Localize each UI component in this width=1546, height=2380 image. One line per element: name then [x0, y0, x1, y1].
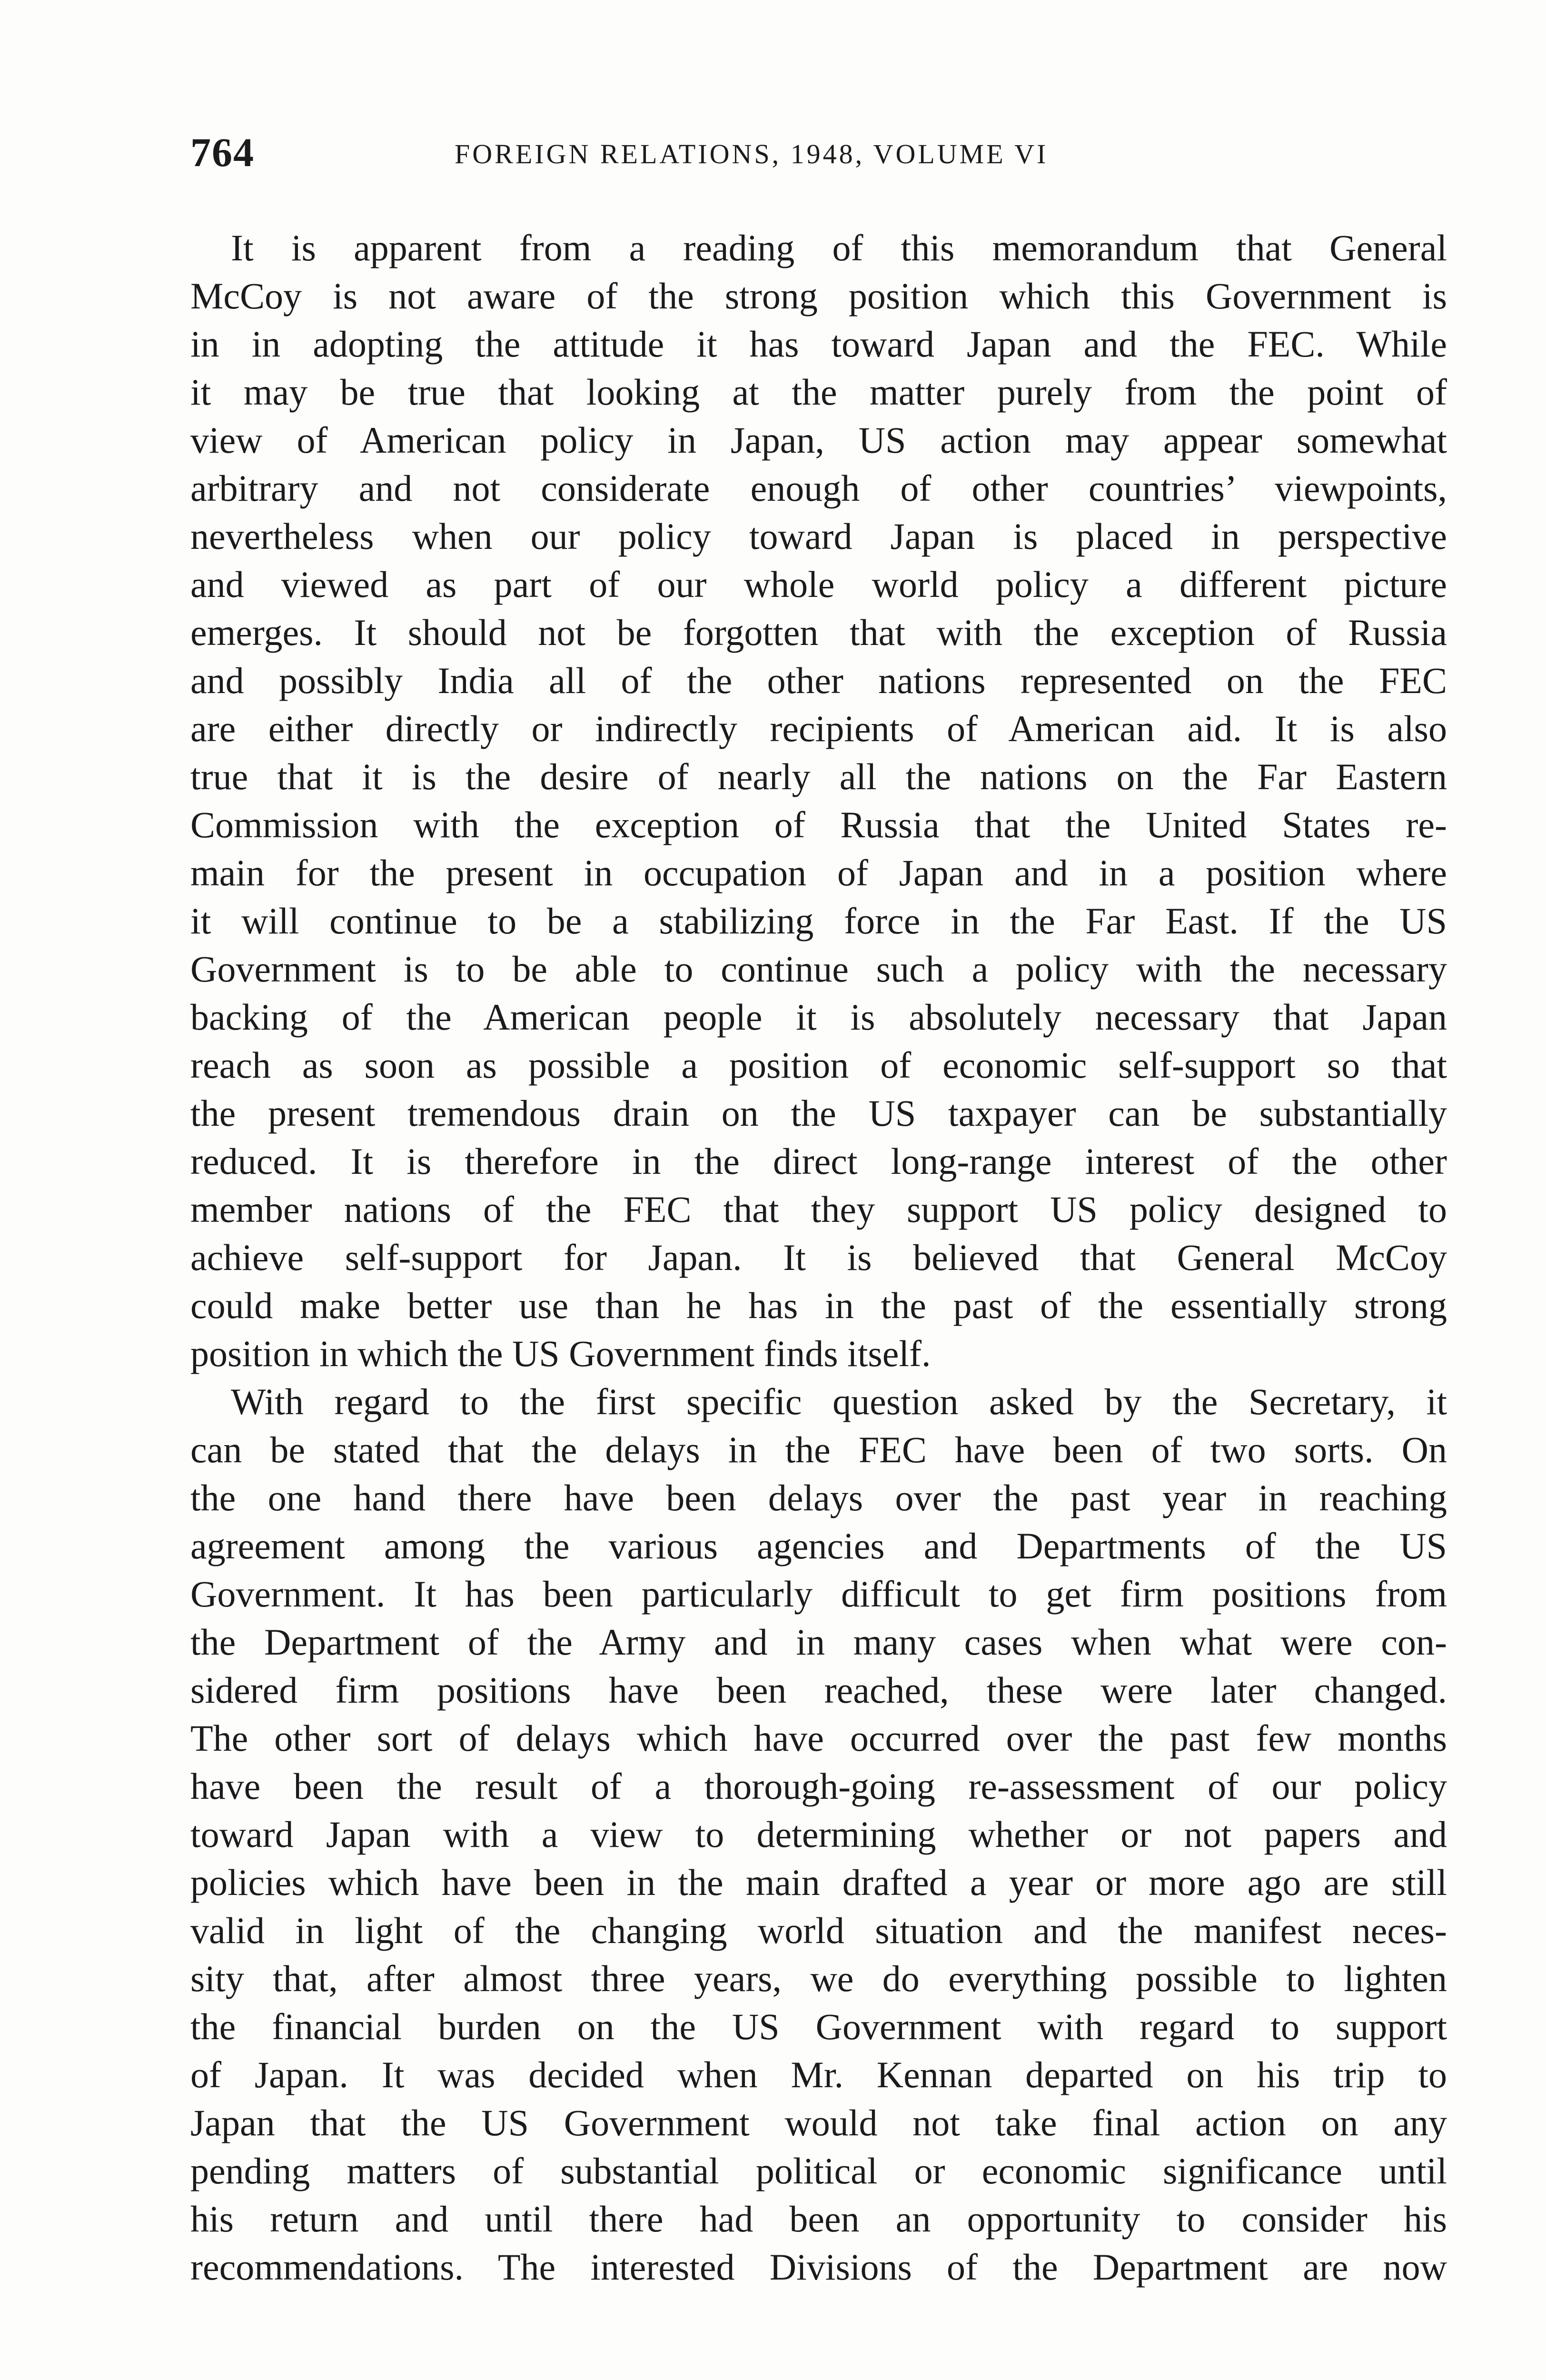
text-line: it will continue to be a stabilizing force in the Far East. If the US: [190, 900, 1447, 942]
text-line: backing of the American people it is absolutely necessary that Japan: [190, 996, 1447, 1038]
text-line: reach as soon as possible a position of economic self-support so that: [190, 1044, 1447, 1086]
text-line: member nations of the FEC that they support US policy designed to: [190, 1189, 1447, 1230]
text-line: The other sort of delays which have occurred over the past few months: [190, 1717, 1447, 1759]
text-line: in in adopting the attitude it has toward Japan and the FEC. While: [190, 323, 1447, 365]
text-line: emerges. It should not be forgotten that with the exception of Russia: [190, 612, 1447, 653]
text-line: McCoy is not aware of the strong position which this Government is: [190, 275, 1447, 317]
running-head: FOREIGN RELATIONS, 1948, VOLUME VI: [455, 139, 1049, 169]
text-line: pending matters of substantial political or economic significance until: [190, 2150, 1447, 2192]
text-line: the Department of the Army and in many cases when what were con-: [190, 1621, 1447, 1663]
text-line: toward Japan with a view to determining whether or not papers and: [190, 1814, 1447, 1855]
text-line: With regard to the first specific question asked by the Secretary, it: [231, 1381, 1447, 1422]
text-line: agreement among the various agencies and Departments of the US: [190, 1525, 1447, 1567]
text-line: view of American policy in Japan, US action may appear somewhat: [190, 419, 1447, 461]
body-text: [190, 224, 1447, 2291]
text-line: position in which the US Government finds itself.: [190, 1333, 931, 1374]
text-line: Commission with the exception of Russia that the United States re-: [190, 804, 1447, 845]
text-line: are either directly or indirectly recipients of American aid. It is also: [190, 708, 1447, 749]
text-line: Japan that the US Government would not take final action on any: [190, 2102, 1447, 2143]
text-line: valid in light of the changing world situation and the manifest neces-: [190, 1910, 1447, 1951]
text-line: could make better use than he has in the past of the essentially strong: [190, 1285, 1447, 1326]
text-line: can be stated that the delays in the FEC have been of two sorts. On: [190, 1429, 1447, 1470]
text-line: the present tremendous drain on the US taxpayer can be substantially: [190, 1092, 1447, 1134]
text-line: Government is to be able to continue such a policy with the necessary: [190, 948, 1447, 990]
text-line: recommendations. The interested Divisions of the Department are now: [190, 2246, 1447, 2288]
text-line: have been the result of a thorough-going re-assessment of our policy: [190, 1765, 1447, 1807]
text-line: policies which have been in the main drafted a year or more ago are still: [190, 1862, 1447, 1903]
text-line: nevertheless when our policy toward Japan is placed in perspective: [190, 516, 1447, 557]
text-line: arbitrary and not considerate enough of other countries’ viewpoints,: [190, 467, 1447, 509]
text-line: the one hand there have been delays over the past year in reaching: [190, 1477, 1447, 1518]
text-line: and possibly India all of the other nations represented on the FEC: [190, 660, 1447, 701]
text-line: sity that, after almost three years, we do everything possible to lighten: [190, 1958, 1447, 1999]
text-line: the financial burden on the US Government with regard to support: [190, 2006, 1447, 2047]
text-line: reduced. It is therefore in the direct long-range interest of the other: [190, 1140, 1447, 1182]
text-line: Government. It has been particularly difficult to get firm positions from: [190, 1573, 1447, 1615]
text-line: of Japan. It was decided when Mr. Kennan departed on his trip to: [190, 2054, 1447, 2095]
text-line: and viewed as part of our whole world policy a different picture: [190, 564, 1447, 605]
text-line: It is apparent from a reading of this memorandum that General: [231, 227, 1447, 268]
page-number: 764: [190, 129, 255, 175]
text-line: achieve self-support for Japan. It is believed that General McCoy: [190, 1237, 1447, 1278]
page-header: [190, 129, 1452, 186]
text-line: true that it is the desire of nearly all the nations on the Far Eastern: [190, 756, 1447, 797]
text-line: sidered firm positions have been reached, these were later changed.: [190, 1669, 1447, 1711]
text-line: it may be true that looking at the matter purely from the point of: [190, 371, 1447, 413]
text-line: main for the present in occupation of Japan and in a position where: [190, 852, 1447, 893]
text-line: his return and until there had been an opportunity to consider his: [190, 2198, 1447, 2240]
